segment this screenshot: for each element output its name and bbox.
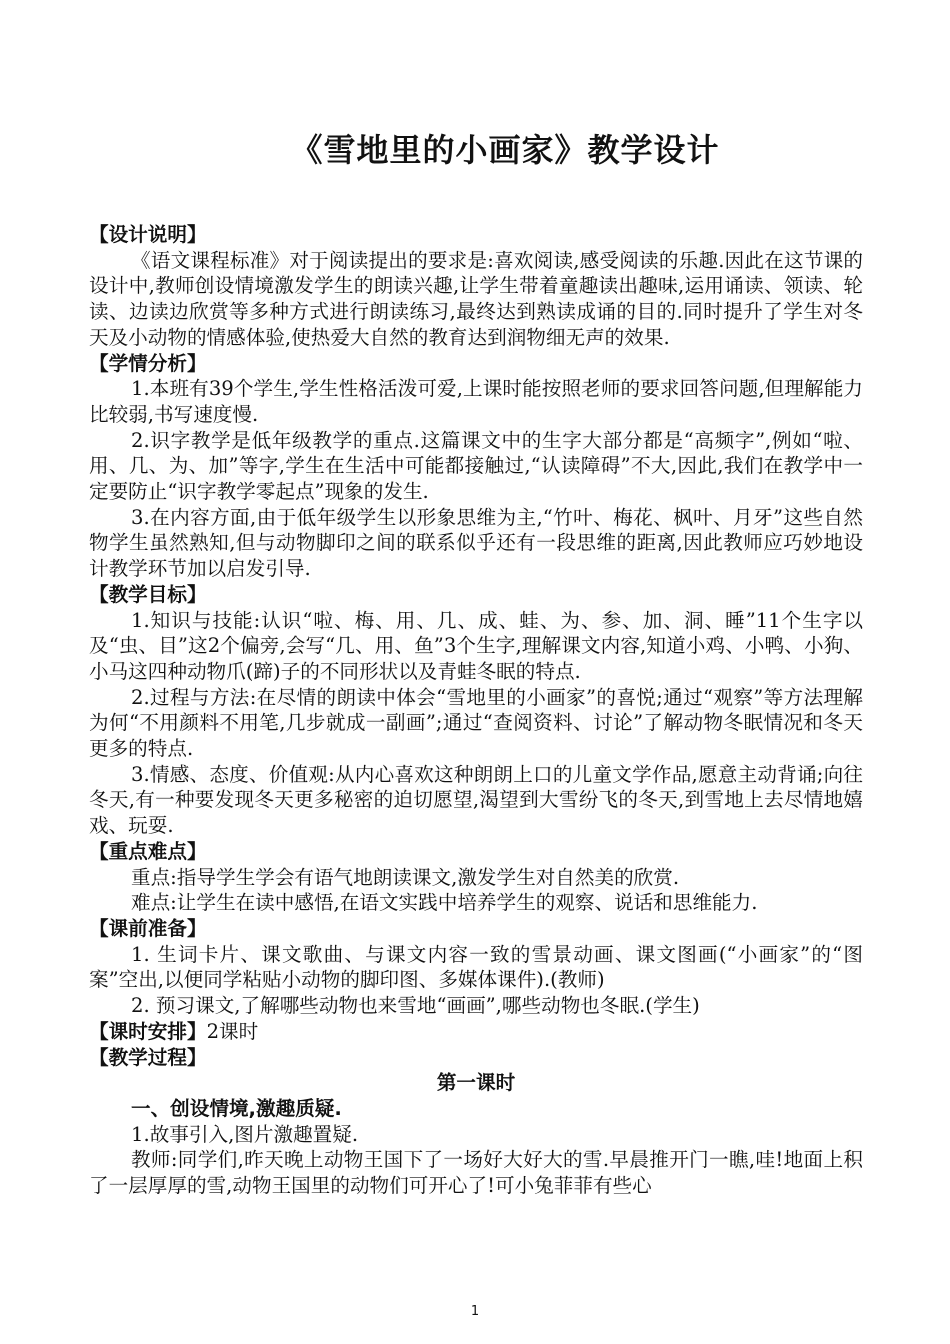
paragraph: 难点:让学生在读中感悟,在语文实践中培养学生的观察、说话和思维能力. bbox=[131, 891, 758, 915]
paragraph: 2.识字教学是低年级教学的重点.这篇课文中的生字大部分都是“高频字”,例如“啦、用、几、为、加”等字,学生在生活中可能都接触过,“认读障碍”不大,因此,我们在教学中一定要防止“识字教学零起点”现象的发生. bbox=[89, 428, 863, 504]
section-heading-schedule: 【课时安排】 bbox=[89, 1019, 207, 1043]
section-heading-design-note: 【设计说明】 bbox=[89, 223, 207, 246]
schedule-value: 2课时 bbox=[206, 1019, 259, 1043]
lesson-heading: 第一课时 bbox=[436, 1071, 516, 1095]
paragraph: 《语文课程标准》对于阅读提出的要求是:喜欢阅读,感受阅读的乐趣.因此在这节课的设计中,教师创设情境激发学生的朗读兴趣,让学生带着童趣读出趣味,运用诵读、领读、轮读、边读边欣赏等多种方式进行朗读练习,最终达到熟读成诵的目的.同时提升了学生对冬天及小动物的情感体验,使热爱大自然的教育达到润物细无声的效果. bbox=[89, 248, 863, 349]
paragraph: 3.情感、态度、价值观:从内心喜欢这种朗朗上口的儿童文学作品,愿意主动背诵;向往冬天,有一种要发现冬天更多秘密的迫切愿望,渴望到大雪纷飞的冬天,到雪地上去尽情地嬉戏、玩耍. bbox=[89, 762, 863, 838]
paragraph: 2.过程与方法:在尽情的朗读中体会“雪地里的小画家”的喜悦;通过“观察”等方法理解为何“不用颜料不用笔,几步就成一副画”;通过“查阅资料、讨论”了解动物冬眠情况和冬天更多的特点. bbox=[89, 685, 863, 761]
paragraph: 1.知识与技能:认识“啦、梅、用、几、成、蛙、为、参、加、洞、睡”11个生字以及“虫、目”这2个偏旁,会写“几、用、鱼”3个生字,理解课文内容,知道小鸡、小鸭、小狗、小马这四种动物爪(蹄)子的不同形状以及青蛙冬眠的特点. bbox=[89, 608, 863, 683]
section-heading-process: 【教学过程】 bbox=[89, 1045, 207, 1069]
paragraph: 2. 预习课文,了解哪些动物也来雪地“画画”,哪些动物也冬眠.(学生) bbox=[131, 994, 700, 1018]
paragraph: 重点:指导学生学会有语气地朗读课文,激发学生对自然美的欣赏. bbox=[131, 865, 680, 889]
document-body bbox=[89, 222, 863, 1199]
page-number: 1 bbox=[470, 1304, 480, 1319]
section-heading-goals: 【教学目标】 bbox=[89, 582, 207, 606]
section-heading-key-points: 【重点难点】 bbox=[89, 839, 207, 863]
document-title: 《雪地里的小画家》教学设计 bbox=[290, 131, 720, 169]
step-heading: 一、创设情境,激趣质疑. bbox=[131, 1096, 342, 1120]
paragraph: 1. 生词卡片、课文歌曲、与课文内容一致的雪景动画、课文图画(“小画家”的“图案”空出,以便同学粘贴小动物的脚印图、多媒体课件).(教师) bbox=[89, 942, 863, 992]
paragraph: 教师:同学们,昨天晚上动物王国下了一场好大好大的雪.早晨推开门一瞧,哇!地面上积了一层厚厚的雪,动物王国里的动物们可开心了!可小兔菲菲有些心 bbox=[89, 1148, 863, 1198]
schedule-line bbox=[89, 1019, 863, 1045]
paragraph: 1.本班有39个学生,学生性格活泼可爱,上课时能按照老师的要求回答问题,但理解能力比较弱,书写速度慢. bbox=[89, 377, 863, 426]
paragraph: 3.在内容方面,由于低年级学生以形象思维为主,“竹叶、梅花、枫叶、月牙”这些自然物学生虽然熟知,但与动物脚印之间的联系似乎还有一段思维的距离,因此教师应巧妙地设计教学环节加以启发引导. bbox=[89, 505, 863, 581]
section-heading-analysis: 【学情分析】 bbox=[89, 351, 207, 375]
section-heading-preparation: 【课前准备】 bbox=[89, 916, 207, 940]
paragraph: 1.故事引入,图片激趣置疑. bbox=[131, 1122, 359, 1146]
